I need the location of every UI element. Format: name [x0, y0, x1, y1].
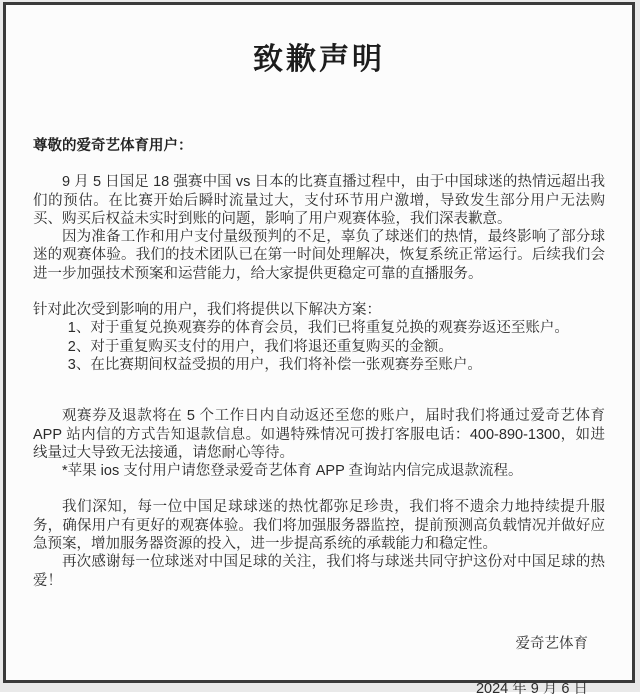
paragraph-apple-note: *苹果 ios 支付用户请您登录爱奇艺体育 APP 查询站内信完成退款流程。	[62, 463, 523, 480]
solution-intro: 针对此次受到影响的用户，我们将提供以下解决方案：	[33, 302, 381, 319]
date: 2024 年 9 月 6 日	[475, 680, 588, 697]
paragraph-closing: 再次感谢每一位球迷对中国足球的关注，我们将与球迷共同守护这份对中国足球的热爱！	[33, 554, 605, 589]
solution-item-1: 1、对于重复兑换观赛券的体育会员，我们已将重复兑换的观赛券返还至账户。	[67, 320, 569, 337]
paragraph-refund: 观赛券及退款将在 5 个工作日内自动返还至您的账户，届时我们将通过爱奇艺体育 APP 站内信的方式告知退款信息。如遇特殊情况可拨打客服电话：400-890-1300，如进线量过大导致无法接通，请您耐心等待。	[33, 408, 605, 461]
document-body	[33, 137, 605, 590]
solution-item-3: 3、在比赛期间权益受损的用户，我们将补偿一张观赛券至账户。	[67, 356, 482, 373]
document-title: 致歉声明	[253, 43, 385, 76]
paragraph-cause: 因为准备工作和用户支付量级预判的不足，辜负了球迷们的热情，最终影响了部分球迷的观赛体验。我们的技术团队已在第一时间处理解决，恢复系统正常运行。后续我们会进一步加强技术预案和运营能力，给大家提供更稳定可靠的直播服务。	[33, 229, 605, 282]
solution-list	[33, 319, 605, 374]
signature: 爱奇艺体育	[515, 635, 588, 652]
apology-document	[3, 2, 635, 697]
solution-item-2: 2、对于重复购买支付的用户，我们将退还重复购买的金额。	[67, 338, 453, 355]
paragraph-commitment: 我们深知，每一位中国足球球迷的热忱都弥足珍贵，我们将不遗余力地持续提升服务，确保用户有更好的观赛体验。我们将加强服务器监控，提前预测高负载情况并做好应急预案，增加服务器资源的投入，进一步提高系统的承载能力和稳定性。	[33, 499, 605, 553]
signature-block	[33, 632, 605, 698]
salutation: 尊敬的爱奇艺体育用户：	[33, 138, 193, 154]
paragraph-incident: 9 月 5 日国足 18 强赛中国 vs 日本的比赛直播过程中，由于中国球迷的热情远超出我们的预估。在比赛开始后瞬时流量过大，支付环节用户激增，导致发生部分用户无法购买、购买后权益未实时到账的问题，影响了用户观赛体验，我们深表歉意。	[33, 174, 605, 227]
